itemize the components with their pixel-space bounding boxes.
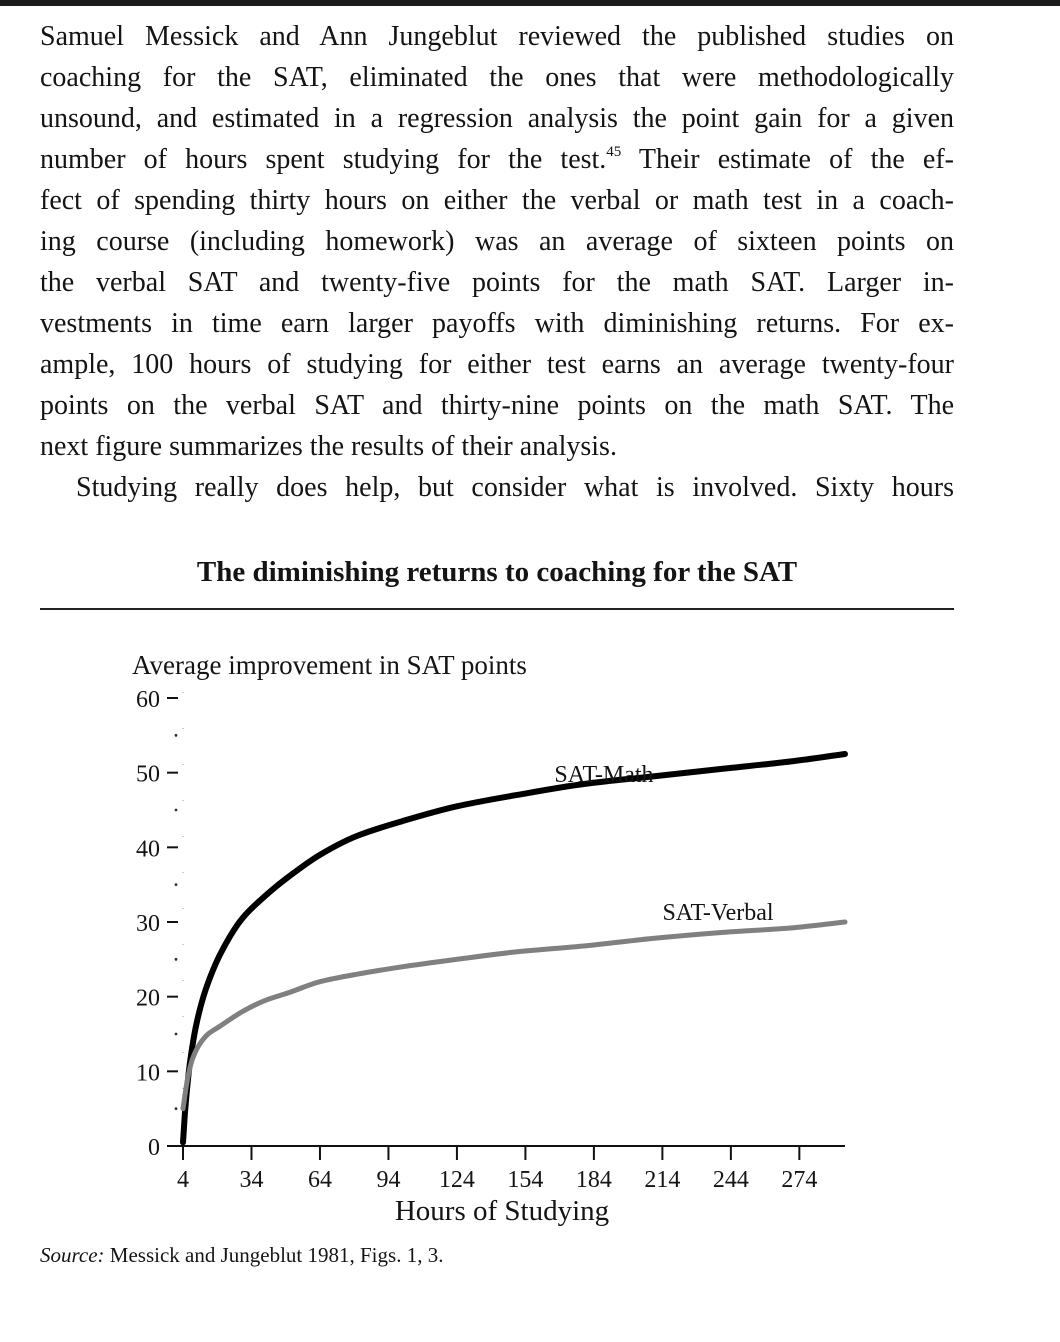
- series-label-sat-math: SAT-Math: [554, 762, 654, 788]
- y-minor-tick: [175, 958, 178, 961]
- y-tick-label: 60: [136, 687, 160, 713]
- text-line-11: next figure summarizes the results of their analysis.: [40, 431, 617, 462]
- y-minor-tick: [175, 883, 178, 886]
- series-line-sat-verbal: [183, 922, 845, 1109]
- x-tick-label: 214: [644, 1167, 681, 1193]
- y-minor-tick: [175, 1107, 178, 1110]
- x-tick-label: 154: [507, 1167, 544, 1193]
- y-axis-label: Average improvement in SAT points: [132, 650, 527, 680]
- series-line-sat-math: [183, 754, 845, 1142]
- y-tick-label: 0: [148, 1135, 160, 1161]
- y-tick-label: 20: [136, 985, 160, 1012]
- text-line-12: Studying really does help, but consider what is involved. Sixty hours: [76, 472, 954, 503]
- text-line-4-end: Their estimate of the ef-: [621, 144, 954, 175]
- x-tick-label: 4: [177, 1167, 189, 1193]
- text-line-6: ing course (including homework) was an average of sixteen points on: [40, 226, 954, 257]
- x-tick-label: 34: [239, 1167, 264, 1193]
- x-tick-label: 274: [781, 1167, 818, 1193]
- y-tick-label: 40: [136, 836, 160, 863]
- x-tick-label: 94: [376, 1167, 401, 1193]
- series-label-sat-verbal: SAT-Verbal: [662, 900, 774, 926]
- y-minor-tick: [175, 809, 178, 812]
- text-line-1: Samuel Messick and Ann Jungeblut reviewed the published studies on: [40, 21, 954, 52]
- y-tick-label: 50: [136, 761, 160, 788]
- footnote-ref: 45: [606, 144, 622, 160]
- chart-title: The diminishing returns to coaching for the SAT: [196, 556, 798, 588]
- text-line-4-start: number of hours spent studying for the test.: [40, 144, 607, 175]
- x-tick-label: 244: [712, 1167, 749, 1193]
- y-minor-tick: [175, 1033, 178, 1036]
- text-line-2: coaching for the SAT, eliminated the ones that were methodologically: [40, 62, 954, 93]
- y-minor-tick: [175, 734, 178, 737]
- source-text: Messick and Jungeblut 1981, Figs. 1, 3.: [104, 1243, 444, 1267]
- y-tick-label: 10: [136, 1060, 160, 1087]
- x-tick-label: 64: [307, 1167, 332, 1193]
- text-line-5: fect of spending thirty hours on either the verbal or math test in a coach-: [40, 185, 954, 216]
- text-line-9: ample, 100 hours of studying for either test earns an average twenty-four: [40, 349, 954, 380]
- text-line-7: the verbal SAT and twenty-five points for the math SAT. Larger in-: [40, 267, 954, 298]
- x-tick-label: 124: [438, 1167, 475, 1193]
- source-note: [40, 1243, 443, 1268]
- source-label: Source:: [40, 1243, 105, 1267]
- text-line-3: unsound, and estimated in a regression analysis the point gain for a given: [40, 103, 954, 134]
- y-tick-label: 30: [136, 911, 160, 937]
- x-tick-label: 184: [575, 1167, 612, 1193]
- x-axis-label: Hours of Studying: [394, 1195, 610, 1227]
- text-line-10: points on the verbal SAT and thirty-nine points on the math SAT. The: [40, 390, 954, 421]
- text-line-8: vestments in time earn larger payoffs with diminishing returns. For ex-: [40, 308, 954, 339]
